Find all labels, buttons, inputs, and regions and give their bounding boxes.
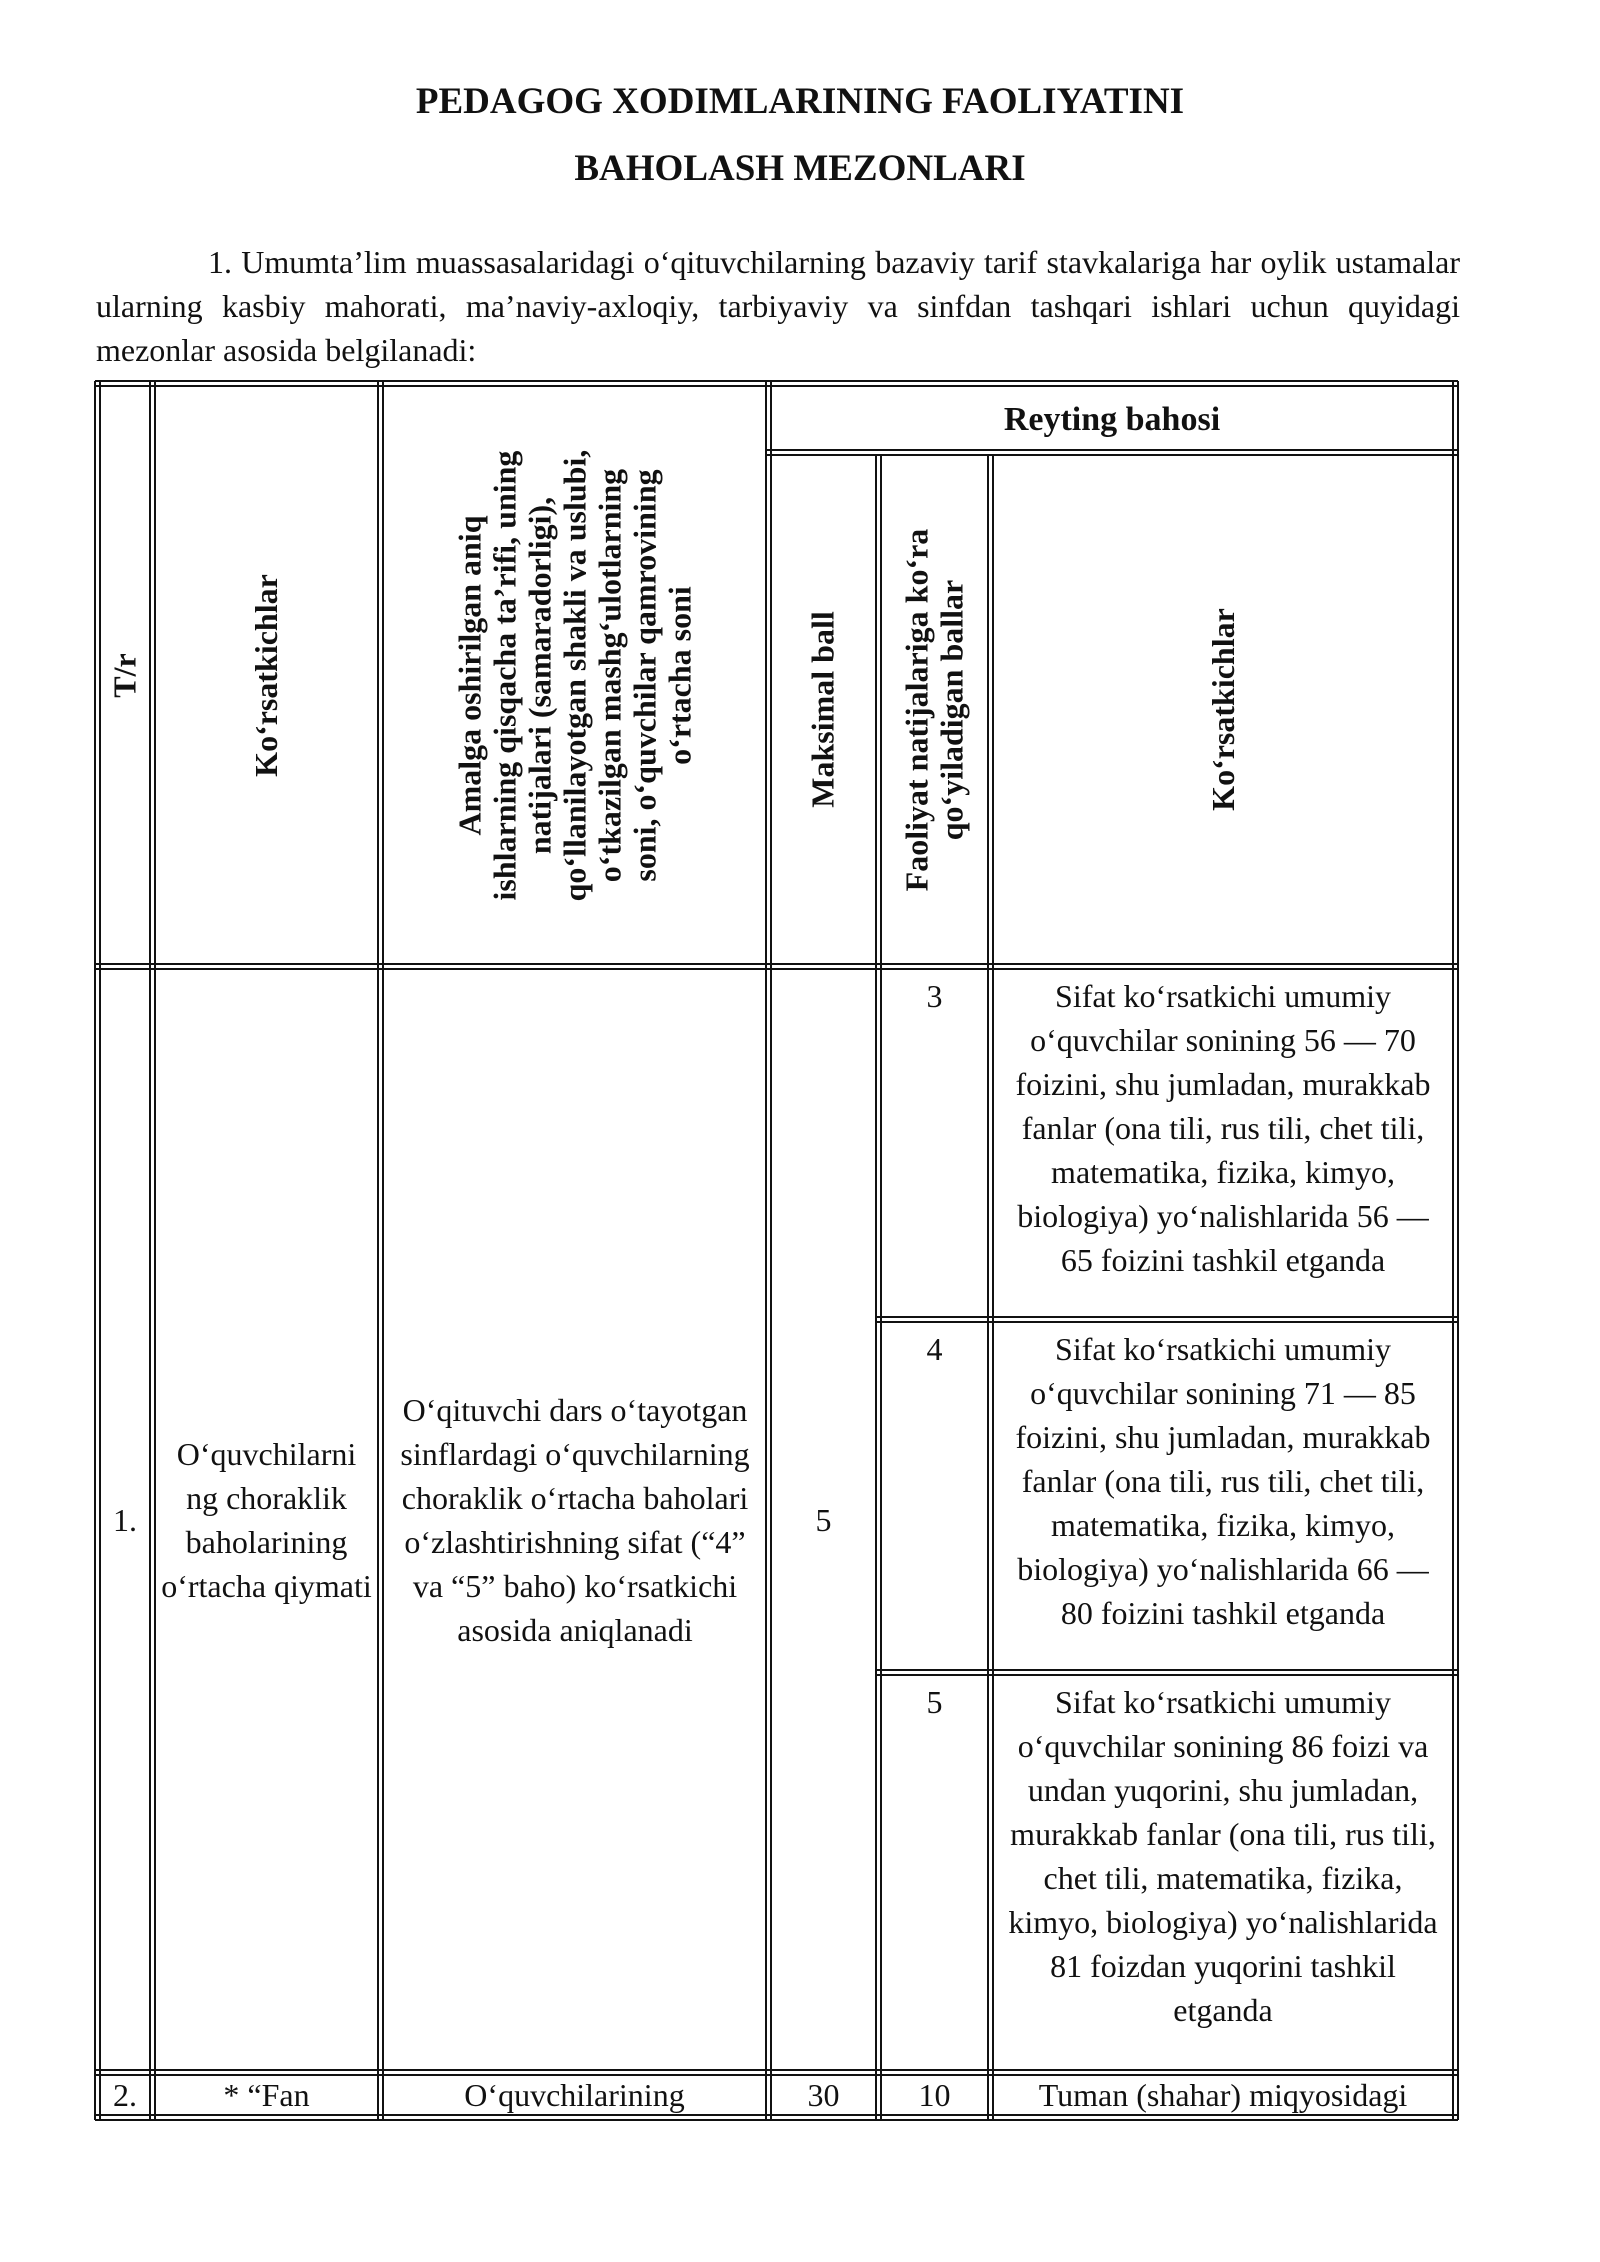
header-indicators-2-label: Ko‘rsatkichlar [1204,608,1241,811]
header-activity-line: Faoliyat natijalariga ko‘ra [898,528,935,891]
header-activity-line: qo‘yiladigan ballar [933,579,970,840]
header-rating: Reyting bahosi [1003,401,1221,438]
row2-score: 10 [918,2077,951,2113]
row1-max: 5 [815,1501,832,1538]
row2-text: Tuman (shahar) miqyosidagi [1038,2077,1408,2113]
page-title-line-1: PEDAGOG XODIMLARINING FAOLIYATINI [415,81,1185,122]
header-description-line: natijalari (samaradorligi), [521,496,557,854]
header-description [383,386,766,964]
header-description-line: ishlarning qisqacha ta’rifi, uning [486,450,522,900]
header-description-line: o‘rtacha soni [661,585,697,765]
row1-description [400,969,750,2070]
row2-description: O‘quvchilarining [464,2077,685,2113]
header-description-line: Amalga oshirilgan aniq [451,514,487,836]
page-title-line-2: BAHOLASH MEZONLARI [574,148,1026,189]
row1-indicator-text: O‘quvchilarni ng choraklik baholarining o‘rtacha qiymati [161,1435,372,1604]
row2-max: 30 [807,2077,840,2113]
row2-indicator: * “Fan [223,2077,310,2113]
header-max-score [771,455,876,964]
row1-sub1-text [998,974,1448,1314]
row1-sub1-text-value: Sifat ko‘rsatkichi umumiy o‘quvchilar sonining 56 — 70 foizini, shu jumladan, murakkab fanlar (ona tili, rus tili, chet tili, matematika, fizika, kimyo, biologiya) yo‘nalishlarida 56 — 65 foizini tashkil etganda [1015,978,1431,1278]
header-max-score-label: Maksimal ball [805,611,841,808]
header-description-line: qo‘llanilayotgan shakli va uslubi, [556,449,592,901]
row1-number: 1. [113,1501,137,1538]
header-indicators [155,386,378,964]
header-description-line: o‘tkazilgan mashg‘ulotlarning [591,468,627,882]
header-activity-score-label [900,528,970,891]
header-tr [100,386,150,964]
row1-description-text: O‘qituvchi dars o‘tayotgan sinflardagi o‘quvchilarning choraklik o‘rtacha baholari o‘zlashtirishning sifat (“4” va “5” baho) ko‘rsatkichi asosida aniqlanadi [400,1391,750,1648]
header-tr-label: T/r [106,652,143,698]
header-indicators-2 [993,455,1453,964]
row1-sub2-text-value: Sifat ko‘rsatkichi umumiy o‘quvchilar sonining 71 — 85 foizini, shu jumladan, murakkab fanlar (ona tili, rus tili, chet tili, matematika, fizika, kimyo, biologiya) yo‘nalishlarida 66 — 80 foizini tashkil etganda [1015,1331,1431,1631]
intro-paragraph: 1. Umumta’lim muassasalaridagi o‘qituvchilarning bazaviy tarif stavkalariga har oylik ustamalar ularning kasbiy mahorati, ma’naviy-axloqiy, tarbiyaviy va sinfdan tashqari ishlari uchun quyidagi mezonlar asosida belgilanadi: [96,244,1460,368]
row1-sub1-score: 3 [926,978,943,1014]
header-activity-score [881,455,988,964]
header-indicators-label: Ko‘rsatkichlar [247,573,284,777]
header-description-line: soni, o‘quvchilar qamrovining [626,468,662,882]
header-description-label [452,449,697,901]
row1-sub2-score: 4 [926,1331,943,1367]
row2-number: 2. [113,2077,137,2113]
row1-sub2-text [998,1327,1448,1667]
row1-sub3-text-value: Sifat ko‘rsatkichi umumiy o‘quvchilar sonining 86 foizi va undan yuqorini, shu jumladan, murakkab fanlar (ona tili, rus tili, chet tili, matematika, fizika, kimyo, biologiya) yo‘nalishlarida 81 foizdan yuqorini tashkil etganda [1008,1684,1438,2028]
row1-sub3-text [998,1680,1448,2068]
row1-indicator [160,969,373,2070]
row1-sub3-score: 5 [926,1684,943,1720]
